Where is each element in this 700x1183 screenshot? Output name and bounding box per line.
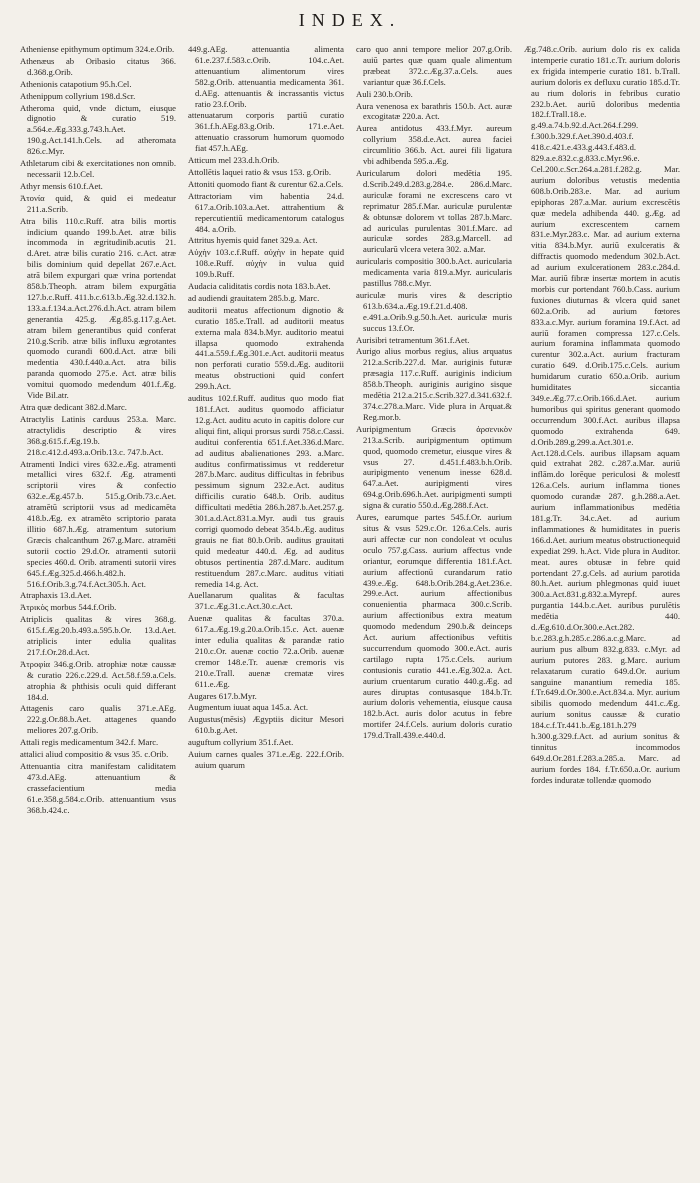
index-entry: Ἀτονία quid, & quid ei medeatur 211.a.Scrib.: [20, 192, 176, 214]
index-column-3: [356, 44, 512, 1154]
index-entry: Attractoriam vim habentia 24.d. 617.a.Orib.103.a.Aet. attrahentium & repercutientiū medicamentorum catalogus 484. a.Orib.: [188, 190, 344, 234]
index-column-2: [188, 44, 344, 1154]
index-entry: Auli 230.b.Orib.: [356, 88, 413, 99]
index-entry: Aura venenosa ex barathris 150.b. Act. auræ excogitatæ 220.a. Act.: [356, 100, 512, 122]
index-entry: Athyr mensis 610.f.Aet.: [20, 180, 103, 191]
index-entry: Auricularum dolori medētia 195. d.Scrib.249.d.283.g.284.e. 286.d.Marc. auriculæ forami ne excrescens caro vt reprimatur 285.f.Mar. auriculæ purulentæ & obtunsæ dolorem vt tollas 287.b.Marc. ad auriculas purulentas 301.f.Marc. ad auriculæ sordes 283.g.Marcell. ad auricularū vlcera vetera 302. a.Mar.: [356, 167, 512, 255]
index-entry: Athletarum cibi & exercitationes non omnib. necessarii 12.b.Cel.: [20, 158, 176, 179]
index-entry: auguftum collyrium 351.f.Aet.: [188, 737, 294, 748]
running-head-title: INDEX.: [298, 10, 402, 30]
index-entry: auriculæ muris vires & descriptio 613.b.634.a.Æg.19.f.21.d.408. e.491.a.Orib.9.g.50.h.Aet. auriculæ muris succus 13.f.Or.: [356, 289, 512, 333]
index-entry: caro quo anni tempore melior 207.g.Orib. auiū partes quæ quam quale alimentum præbeat 372.c.Æg.37.a.Cels. aues variantur quæ 36.f.Cels.: [356, 44, 512, 87]
index-entry: attenuatarum corporis partiū curatio 361.f.h.AEg.83.g.Orib. 171.e.Aet. attenuatio crassorum humorum quomodo fiat 457.h.AEg.: [188, 110, 344, 154]
index-entry: Atriplicis qualitas & vires 368.g. 615.f.Æg.20.b.493.a.595.b.Or. 13.d.Aet. atriplicis inter edulia qualitas 217.f.Or.28.d.Act.: [20, 614, 176, 657]
index-entry: Æg.748.c.Orib. aurium dolo ris ex calida intemperie curatio 181.c.Tr. aurium doloris ex frigida intemperie curatio 181. b.Trall. aurium doloris ex defluxu curatio 185.d.Tr. au rium doloris in febribus curatio 232.b.Aet. auriū doloribus medentia 182.f.Trall.18.e. g.49.a.74.b.92.d.Act.264.f.299. f.300.b.329.f.Aet.390.d.403.f. 418.c.421.e.433.g.443.f.483.d. 829.a.e.832.c.g.833.c.Myr.96.e. Cel.200.c.Scr.264.a.281.f.282.g. Mar. aurium doloribus vetustis medentia 608.b.Orib.283.e. Mar. ad aurium epiphoras 287.a.Mar. aurium excrescētis quæ medela adhibenda 440. g.Æg. ad aurium excrescentem carnem 831.e.Myr.283.c. Mar. ad aurium externa vitia 834.b.Myr. auriū exulceratis & diffractis quomodo medendum 302.b.Act. ad aurium exulcerationem 283.c.284.d. Mar. auriū fibræ insertæ mortem in acutis morbis cur portendant 760.b.Cass. aurium fuxiones diuturnas & vlcera quid sanet 602.a.Orib. ad aurium fœtores 833.a.c.Myr. aurium foramina 19.f.Act. ad auriū foramen compressa 127.c.Cels. aurium foramina inflammata quomodo curentur 302.a.Act. aurium fracturam curatio 649. d.Orib.175.c.Cels. aurium humidarum curatio 650.a.Orib. aurium humiditates siccantia 349.e.Æg.77.c.Orib.166.d.Aet. aurium humoribus qui spiritus generant quomodo occurrendum 300.f.Act. auribus illapsa quomodo extrahenda 649. d.Orib.289.g.299.a.Act.301.e. Act.128.d.Cels. auribus illapsam aquam quid extrahat 282. c.287.a.Mar. auriū inflām.do lorēque periculosi & molestī 126.a.Cels. aurium inflamma tiones quomodo curandæ 287. g.h.288.a.Aet. aurium inflammationibus medētia 181.g.Tr. 34.c.Aet. ad aurium inflammationes & humiditates in pueris 166.d.Aet. aurium meatus obstructionequid expediat 299. h.Act. Vide plura in Auditor. meat. aures obtusæ in febre quid portendant 27.g.Cels. ad aurium parotida 80.h.Aet. aurium phlegmonas quid iuuet 300.a.Act.831.g.832.a.Myrepf. aures purgantia 144.b.c.Aet. auribus purulētis medētia 440. d.Æg.610.d.Or.300.e.Act.282. b.c.283.g.h.285.c.286.a.c.g.Marc. ad aurium pus album 832.g.833. c.Myr. ad aurium putores 283. g.Marc. aurium relaxatarum curatio 649.d.Or. aurium sanguine manantium remedia 185. f.Tr.649.d.Or.300.e.Act.834.a. Myr. aurium sibilis quomodo medendum 441.c.Æg. aurium sonitus caussæ & curatio 184.c.f.Tr.441.b.Æg.181.h.279 h.300.g.329.f.Act. ad aurium sonitus & tinnitus incommodos 649.d.Or.281.f.283.a.285.a. Marc. ad aurium fordes 184. f.Tr.650.a.Or. aurium fordes induratæ tollendæ quomodo: [524, 44, 680, 785]
index-entry: Attagenis caro qualis 371.e.AEg. 222.g.Or.88.b.Aet. attagenes quando meliores 207.g.Orib.: [20, 703, 176, 736]
index-entry: Atheniense epithymum optimum 324.e.Orib.: [20, 44, 175, 54]
index-entry: Ἀτρικὸς morbus 544.f.Orib.: [20, 602, 117, 613]
index-entry: Atractylis Latinis carduus 253.a. Marc. atractylidis descriptio & vires 368.g.615.f.Æg.19.b. 218.c.412.d.493.a.Orib.13.c. 747.b.Act.: [20, 413, 176, 457]
index-entry: Athenippum collyrium 198.d.Scr.: [20, 90, 136, 101]
index-entry: Auripigmentum Græcis ἀρσενικὸν 213.a.Scrib. auripigmentum optimum quod, quomodo cremetur, eiusque vires & vsus 27. d.451.f.483.b.h.Orib. auripigmento venenum inesse 628.d. 647.a.Aet. auripigmenti vires 694.g.Orib.696.h.Aet. auripigmenti sumpti signa & curatio 550.d.Æg.288.f.Act.: [356, 423, 512, 511]
index-column-4: [524, 44, 680, 1154]
index-entry: Attritus hyemis quid fanet 329.a. Act.: [188, 235, 318, 246]
index-entry: Atraphaxis 13.d.Aet.: [20, 590, 92, 601]
index-entry: Attenuantia citra manifestam caliditatem 473.d.AEg. attenuantium & crassefacientium media 61.e.358.g.584.c.Orib. attenuantium vsus 368.b.424.c.: [20, 761, 176, 815]
index-entry: Augares 617.b.Myr.: [188, 690, 257, 701]
index-entry: Atra quæ dedicant 382.d.Marc.: [20, 402, 127, 412]
index-entry: Auellanarum qualitas & facultas 371.c.Æg.31.c.Act.30.c.Act.: [188, 590, 344, 612]
index-entry: auricularis compositio 300.b.Act. auricularia medicamenta varia 819.a.Myr. auricularis pastillus 788.c.Myr.: [356, 256, 512, 289]
index-entry: Atra bilis 110.c.Ruff. atra bilis mortis indicium quando 199.b.Aet. atræ bilis incommoda in ægritudinib.acutis 21. d.Aret. atræ bilis curatio 216. c.Act. atræ bilis dominium quid depellat 267.e.Act. atrā bilem expurgari quæ vrina portendat 858.b.Theoph. atram bilem expurgātia 127.b.c.Ruff. 411.b.c.613.b.Æg.32.d.132.h. 133.a.f.134.a.Act.276.d.h.Act. atram bilem generantia 425.g. Æg.85.g.117.g.Aet. atram bilem generantibus quid conferat 210.g.Scrib. atræ bilis influxu ægrotantes quomodo curandi 600.d.Act. atræ bili medentia 430.f.440.a.Act. atra bilis paranda quomodo 275.e. Act. atræ bilis vomitui quomodo medendum 401.f.Æg. Vide Bil.atr.: [20, 215, 176, 401]
index-columns: [20, 44, 680, 1154]
index-entry: Augustus(mēsis) Ægyptiis dicitur Mesori 610.b.g.Aet.: [188, 714, 344, 736]
index-entry: Augmentum iuuat aqua 145.a. Act.: [188, 702, 309, 713]
index-column-1: [20, 44, 176, 1154]
index-entry: auditorii meatus affectionum dignotio & curatio 185.e.Trall. ad auditorii meatus externa mala 834.b.Myr. auditorio meatui illapsa quomodo extrahenda 441.a.559.f.Æg.301.e.Act. auditorii meatus non perforati curatio 559.d.Æg. auditorii meatus obstructioni quid confert 299.h.Act.: [188, 304, 344, 392]
index-entry: Attollētis laquei ratio & vsus 153. g.Orib.: [188, 166, 331, 177]
index-entry: Aurisibri tetramentum 361.f.Aet.: [356, 334, 470, 345]
index-entry: Aurea antidotus 433.f.Myr. aureum collyrium 358.d.e.Act. aurea faciei circumlitio 366.b. Act. aurei fili ligatura vbi adhibenda 595.a.Æg.: [356, 123, 512, 167]
index-entry: 449.g.AEg. attenuantia alimenta 61.e.237.f.583.c.Orib. 104.c.Aet. attenuantium alimentorum vires 582.g.Orib. attenuantia medicamenta 361. d.AEg. attenuantis & incrassantis victus ratio 23.f.Orib.: [188, 44, 344, 109]
index-entry: auditus 102.f.Ruff. auditus quo modo fiat 181.f.Act. auditus quomodo afficiatur 12.g.Act. auditu acuto in capitis dolore cur aliqui fint, aliqui prorsus surdi 758.c.Cassi. auditui conferentia 651.f.Aet.336.d.Marc. ad auditus abalienationes 293. a.Marc. auditus confirmatissimus vt redderetur 287.b.Marc. auditus difficultas in febribus pessimum signum 232.e.Act. auditus difficilis curatio 648.b. Orib. auditus difficultati medētia 286.h.287.b.Aet.257.g. 301.a.d.Act.831.a.Myr. audi tus grauis corrigi quomodo debeat 354.b.Æg. auditus grauis ne fiat 80.b.Orib. auditus grauitati quid medeatur 440.d. Æg. ad auditus obtusos pertinentia 287.d.Marc. auditum restituendum 287.c.Marc. auditus vitiati remedia 14.g. Act.: [188, 393, 344, 589]
index-entry: ad audiendi grauitatem 285.b.g. Marc.: [188, 292, 320, 303]
index-entry: Atramenti Indici vires 632.e.Æg. atramenti metallici vires 632.f. Æg. atramenti scriptorii vires & confectio 632.e.Æg.457.b. 515.g.Orib.73.c.Aet. atramētū scriptorii vsus ad medicamēta 418.b.Æg. ex atramēto scriptorio parata illitio 687.h.Æg. atramentum sutorium Græcis chalcanthum 267.g.Marc. atramēti sutorii coctio 29.d.Or. atramenti sutorii species 460.d. Orib. atramenti sutorii vires 645.f.Æg.325.d.466.h.482.h. 516.f.Orib.3.g.74.f.Act.305.h. Act.: [20, 458, 176, 589]
index-entry: Aurigo alius morbus regius, alius arquatus 212.a.Scrib.227.d. Mar. auriginis futuræ præsagia 117.c.Ruff. auriginis indicium 858.b.Theoph. auriginis aurigino sisque medētia 212.a.215.c.Scrib.327.d.341.632.f. 374.c.278.a.Marc. Vide plura in Arquat.& Reg.mor.b.: [356, 346, 512, 422]
index-entry: Auium carnes quales 371.e.Æg. 222.f.Orib. auium quarum: [188, 749, 344, 770]
index-entry: Atticum mel 233.d.h.Orib.: [188, 155, 280, 166]
index-entry: Αὐχὴν 103.c.f.Ruff. αὐχὴν in hepate quid 108.e.Ruff. αὐχὴν in vulua quid 109.b.Ruff.: [188, 247, 344, 280]
index-entry: Athenionis catapotium 95.h.Cel.: [20, 78, 132, 89]
index-entry: Ἀτροφία 346.g.Orib. atrophiæ notæ caussæ & curatio 226.c.229.d. Act.58.f.59.a.Cels. atrophia & phthisis oculi quid differant 184.d.: [20, 658, 176, 702]
index-entry: Audacia caliditatis cordis nota 183.b.Aet.: [188, 281, 331, 292]
index-entry: Auenæ qualitas & facultas 370.a. 617.a.Æg.19.g.20.a.Orib.15.c. Act. auenæ inter edulia qualitas & parandæ ratio 210.c.Or. auenæ coctio 72.a.Orib. auenæ cremor 148.e.Tr. auenæ cremoris vis 210.e.Trall. auenæ crematæ vires 611.e.Æg.: [188, 613, 344, 689]
index-entry: attalici aliud compositio & vsus 35. c.Orib.: [20, 749, 169, 760]
index-entry: Attali regis medicamentum 342.f. Marc.: [20, 737, 159, 748]
index-entry: Attoniti quomodo fiant & curentur 62.a.Cels.: [188, 178, 344, 189]
index-entry: Athenæus ab Oribasio citatus 366. d.368.g.Orib.: [20, 55, 176, 77]
index-entry: Aures, earumque partes 545.f.Or. aurium situs & vsus 529.c.Or. 126.a.Cels. auris auri affectæ cur non condoleat vt oculus oculo 757.g.Cass. aurium affectus vnde oriantur, eorumque differentia 181.f.Act. aurium affectionū curandarum ratio 439.e.Æg. 648.b.Orib.284.g.Aet.236.e. 299.e.Act. aurium affectionibus conuenientia pharmaca 300.c.Scrib. aurium affectionibus extra meatum quomodo medendum 290.b.& deinceps Act. aurium affectionibus veftitis succurrendum quomodo 300.e.Act. auris cartilago rupta 175.c.Cels. aurium contusionis curatio 441.e.Æg.302.a. Act. aurium cruentarum curatio 440.g.Æg. ad aures diruptas contusasque 184.b.Tr. aurium doloris vehementia, eiusque causa 182.b.Act. auris dolor acutus in febre mortifer 24.f.Cels. aurium doloris curatio 179.d.Trall.439.e.440.d.: [356, 512, 512, 741]
index-entry: Atheroma quid, vnde dictum, eiusque dignotio & curatio 519. a.564.e.Æg.333.g.743.h.Aet. 190.g.Act.141.h.Cels. ad atheromata 826.c.Myr.: [20, 102, 176, 157]
